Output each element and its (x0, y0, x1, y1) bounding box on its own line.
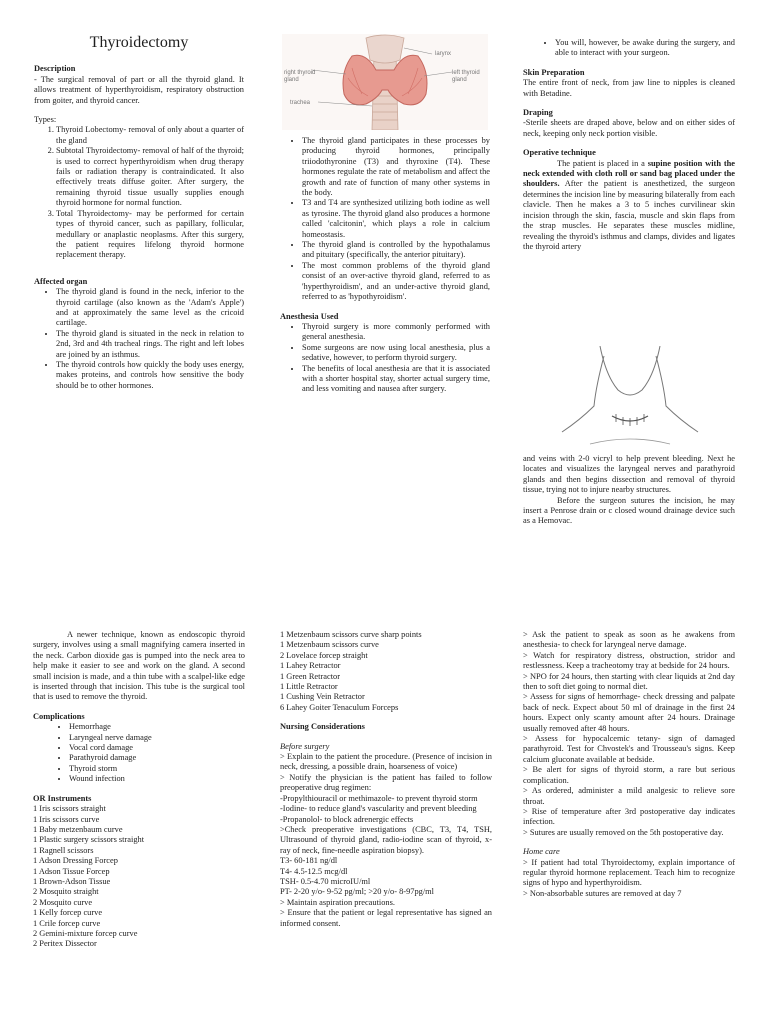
instrument-item: 2 Mosquito curve (33, 897, 93, 907)
instrument-item: 1 Adson Dressing Forcep (33, 856, 118, 866)
after-line: > Watch for respiratory distress, obstruction, stridor and restlessness. Keep a tracheotomy tray at bedside for 24 hours. (523, 650, 735, 671)
after-line: > Rise of temperature after 3rd postoperative day indicates infection. (523, 806, 735, 827)
operative-text (523, 159, 735, 253)
page2-col3 (523, 630, 735, 899)
before-line: > Ensure that the patient or legal representative has signed an informed consent. (280, 908, 492, 928)
instrument-item: 2 Gemini-mixture forcep curve (33, 928, 138, 938)
type-item: 1. Thyroid Lobectomy- removal of only about a quarter of the gland (56, 125, 244, 146)
or-instruments-heading: OR Instruments (33, 793, 92, 803)
home-line: > If patient had total Thyroidectomy, explain importance of regular thyroid hormone replacement. Teach him to recognize signs of hypo and hyperthyroidism. (523, 857, 735, 888)
before-line: T3- 60-181 ng/dl (280, 856, 338, 866)
instrument-item: 2 Lovelace forcep straight (280, 650, 368, 660)
before-line: >Check preoperative investigations (CBC, T3, T4, TSH, Ultrasound of thyroid gland, radio-iodine scan of thyroid, x-ray of neck, fine-needle aspiration biopsy). (280, 824, 492, 855)
types-label: Types: (34, 115, 57, 125)
thyroid-facts-list (280, 136, 490, 303)
instrument-item: 1 Kelly forcep curve (33, 908, 103, 918)
home-care-heading: Home care (523, 847, 560, 857)
before-line: PT- 2-20 y/o- 9-52 pg/ml; >20 y/o- 8-97pg/ml (280, 887, 434, 897)
neck-incision-figure (560, 346, 700, 450)
instrument-item: 1 Metzenbaum scissors curve (280, 640, 379, 650)
page-title: Thyroidectomy (89, 34, 189, 51)
thyroid-fact-item: • T3 and T4 are synthesized utilizing both iodine as well as tyrosine. The thyroid gland also produces a hormone called 'calcitonin', which plays a role in calcium homeostasis. (302, 198, 490, 240)
instrument-item: 1 Baby metzenbaum curve (33, 824, 123, 834)
skin-prep-heading: Skin Preparation (523, 67, 585, 77)
before-line: -Propylthiouracil or methimazole- to prevent thyroid storm (280, 793, 478, 803)
instrument-item: 1 Lahey Retractor (280, 661, 341, 671)
after-line: > NPO for 24 hours, then starting with clear liquids at 2nd day then to soft diet going to normal diet. (523, 671, 735, 692)
figure-label-left-lobe: left thyroid gland (452, 70, 480, 83)
draping-text: -Sterile sheets are draped above, below and on either sides of neck, keeping only neck portion visible. (523, 118, 735, 138)
after-line: > As ordered, administer a mild analgesic to relieve sore throat. (523, 786, 735, 806)
complication-item: • Wound infection (69, 774, 245, 784)
after-line: > Assess for hypocalcemic tetany- sign of damaged parathyroid. Test for Chvostek's and Trousseau's signs. Keep calcium gluconate available at bedside. (523, 734, 735, 764)
before-line: TSH- 0.5-4.70 microIU/ml (280, 876, 371, 886)
type-item: 2. Subtotal Thyroidectomy- removal of half of the thyroid; is used to correct hyperthyroidism when drug therapy fails or radiation therapy is contraindicated. It also effectively treats diffuse goiter. After surgery, the remaining thyroid tissue usually supplies enough thyroid hormone for normal function. (56, 146, 244, 208)
page1-col3 (523, 38, 735, 252)
instrument-item: 1 Metzenbaum scissors curve sharp points (280, 630, 422, 639)
before-line: > Notify the physician is the patient has failed to follow preoperative drug regimen: (280, 772, 492, 793)
endoscopic-text: A newer technique, known as endoscopic thyroid surgery, involves using a small magnifying camera inserted in the neck. Carbon dioxide gas is pumped into the neck area to help make it easier to see and work on the gland. A second small incision is made, and a thin tube with a scalpel-like edge is inserted through that incision. This tube is the surgical tool that is used to remove the thyroid. (33, 630, 245, 702)
instrument-item: 1 Plastic surgery scissors straight (33, 835, 145, 845)
affected-item: • The thyroid gland is found in the neck, inferior to the thyroid cartilage (also known as the 'Adam's Apple') and at approximately the same level as the cricoid cartilage. (56, 287, 244, 329)
operative-text-b: After the patient is anesthetized, the surgeon determines the incision line by measuring bilaterally from each clavicle. Then he makes a 3 to 5 inches curvilinear skin incision through the skin, fascia, muscle and skin flaps from the strap muscles. He separates these muscles midline, revealing the thyroid's isthmus and clamps, divides and ligates the thyroid artery (523, 179, 735, 251)
instruments-list-left (33, 804, 245, 950)
instrument-item: 1 Green Retractor (280, 671, 340, 681)
after-line: > Be alert for signs of thyroid storm, a rare but serious complication. (523, 765, 735, 785)
operative-heading: Operative technique (523, 148, 596, 158)
description-heading: Description (34, 64, 76, 74)
page1-col3-continued (523, 454, 735, 527)
operative-text-d: Before the surgeon sutures the incision, he may insert a Penrose drain or c closed wound drainage device such as a Hemovac. (523, 495, 735, 526)
anesthesia-item: • Thyroid surgery is more commonly performed with general anesthesia. (302, 322, 490, 343)
figure-label-right-lobe: right thyroid gland (284, 70, 316, 83)
complication-item: • Parathyroid damage (69, 753, 245, 763)
instrument-item: 1 Little Retractor (280, 682, 338, 692)
thyroid-fact-item: • The thyroid gland participates in these processes by producing thyroid hormones, principally triiodothyronine (T3) and thyroxine (T4). These hormones regulate the rate of metabolism and affect the growth and rate of function of many other systems in the body. (302, 136, 490, 198)
anesthesia-item: • Some surgeons are now using local anesthesia, plus a sedative, however, to perform thyroid surgery. (302, 343, 490, 364)
affected-item: • The thyroid controls how quickly the body uses energy, makes proteins, and controls how sensitive the body should be to other hormones. (56, 360, 244, 391)
complication-item: • Thyroid storm (69, 764, 245, 774)
page1-col2 (280, 136, 490, 395)
anesthesia-item: • The benefits of local anesthesia are that it is associated with a shorter hospital stay, shorter actual surgery time, and less vomiting and nausea after surgery. (302, 364, 490, 395)
description-text: - The surgical removal of part or all the thyroid gland. It allows treatment of hyperthyroidism, respiratory obstruction from goiter, and thyroid cancer. (34, 74, 244, 105)
operative-text-c: and veins with 2-0 vicryl to help prevent bleeding. Next he locates and visualizes the laryngeal nerves and parathyroid glands and then begins dissection and removal of thyroid tissue, trying not to injure nearby structures. (523, 454, 735, 495)
awake-item: • You will, however, be awake during the surgery, and able to interact with your surgeon. (555, 38, 735, 59)
instrument-item: 1 Ragnell scissors (33, 845, 94, 855)
figure-label-larynx: larynx (435, 51, 452, 57)
complication-item: • Hemorrhage (69, 722, 245, 732)
page2-col2 (280, 630, 492, 929)
home-line: > Non-absorbable sutures are removed at day 7 (523, 888, 682, 898)
thyroid-fact-item: • The most common problems of the thyroid gland consist of an over-active thyroid gland, referred to as 'hyperthyroidism', and an under-active thyroid gland, referred to as 'hypothyroidism'. (302, 261, 490, 303)
instrument-item: 1 Cushing Vein Retractor (280, 692, 365, 702)
draping-heading: Draping (523, 108, 553, 118)
complication-item: • Vocal cord damage (69, 743, 245, 753)
anesthesia-list (280, 322, 490, 395)
thyroid-fact-item: • The thyroid gland is controlled by the hypothalamus and pituitary (specifically, the anterior pituitary). (302, 240, 490, 261)
instrument-item: 1 Iris scissors curve (33, 814, 100, 824)
figure-label-trachea: trachea (290, 100, 311, 106)
instruments-list-mid (280, 630, 492, 713)
awake-list (523, 38, 735, 59)
skin-prep-text: The entire front of neck, from jaw line to nipples is cleaned with Betadine. (523, 78, 735, 98)
page2-col1 (33, 630, 245, 950)
instrument-item: 6 Lahey Goiter Tenaculum Forceps (280, 702, 399, 712)
nursing-heading: Nursing Considerations (280, 722, 365, 732)
instrument-item: 1 Adson Tissue Forcep (33, 866, 110, 876)
complication-item: • Laryngeal nerve damage (69, 733, 245, 743)
instrument-item: 1 Brown-Adson Tissue (33, 876, 111, 886)
before-line: -Propanolol- to block adrenergic effects (280, 814, 414, 824)
before-surgery-heading: Before surgery (280, 741, 330, 751)
thyroid-anatomy-figure (282, 34, 488, 130)
instrument-item: 1 Crile forcep curve (33, 918, 101, 928)
affected-item: • The thyroid gland is situated in the neck in relation to 2nd, 3rd and 4th tracheal rings. The right and left lobes are joined by an isthmus. (56, 329, 244, 360)
neck-illustration (560, 346, 700, 450)
instrument-item: 1 Iris scissors straight (33, 804, 106, 814)
types-list (34, 125, 244, 260)
affected-organ-heading: Affected organ (34, 276, 88, 286)
page1-col1 (34, 34, 245, 391)
before-line: > Maintain aspiration precautions. (280, 897, 395, 907)
complications-heading: Complications (33, 711, 85, 721)
operative-text-bold: supine position with the neck extended with cloth roll or sand bag placed under the shoulders. (523, 158, 736, 189)
operative-text-a: The patient is placed in a (557, 158, 648, 168)
after-line: > Ask the patient to speak as soon as he awakens from anesthesia- to check for laryngeal nerve damage. (523, 630, 735, 650)
before-line: -Iodine- to reduce gland's vascularity and prevent bleeding (280, 804, 477, 814)
complications-list (33, 722, 245, 784)
type-item: 3. Total Thyroidectomy- may be performed for certain types of thyroid cancer, such as papillary, follicular, medullary or anaplastic neoplasms. After this surgery, the patient requires lifelong thyroid hormone replacement therapy. (56, 209, 244, 261)
affected-organ-list (34, 287, 244, 391)
before-line: > Explain to the patient the procedure. (Presence of incision in neck, dressing, a possible drain, hoarseness of voice) (280, 752, 492, 772)
after-line: > Assess for signs of hemorrhage- check dressing and palpate back of neck. Expect about 50 ml of drainage in the first 24 hours. Expect only scanty amount after 24 hours. Drainage usually removed after 48 hours. (523, 692, 735, 733)
instrument-item: 2 Mosquito straight (33, 887, 99, 897)
instrument-item: 2 Peritex Dissector (33, 939, 97, 949)
after-line: > Sutures are usually removed on the 5th postoperative day. (523, 827, 724, 837)
anesthesia-heading: Anesthesia Used (280, 311, 339, 321)
before-line: T4- 4.5-12.5 mcg/dl (280, 866, 348, 876)
